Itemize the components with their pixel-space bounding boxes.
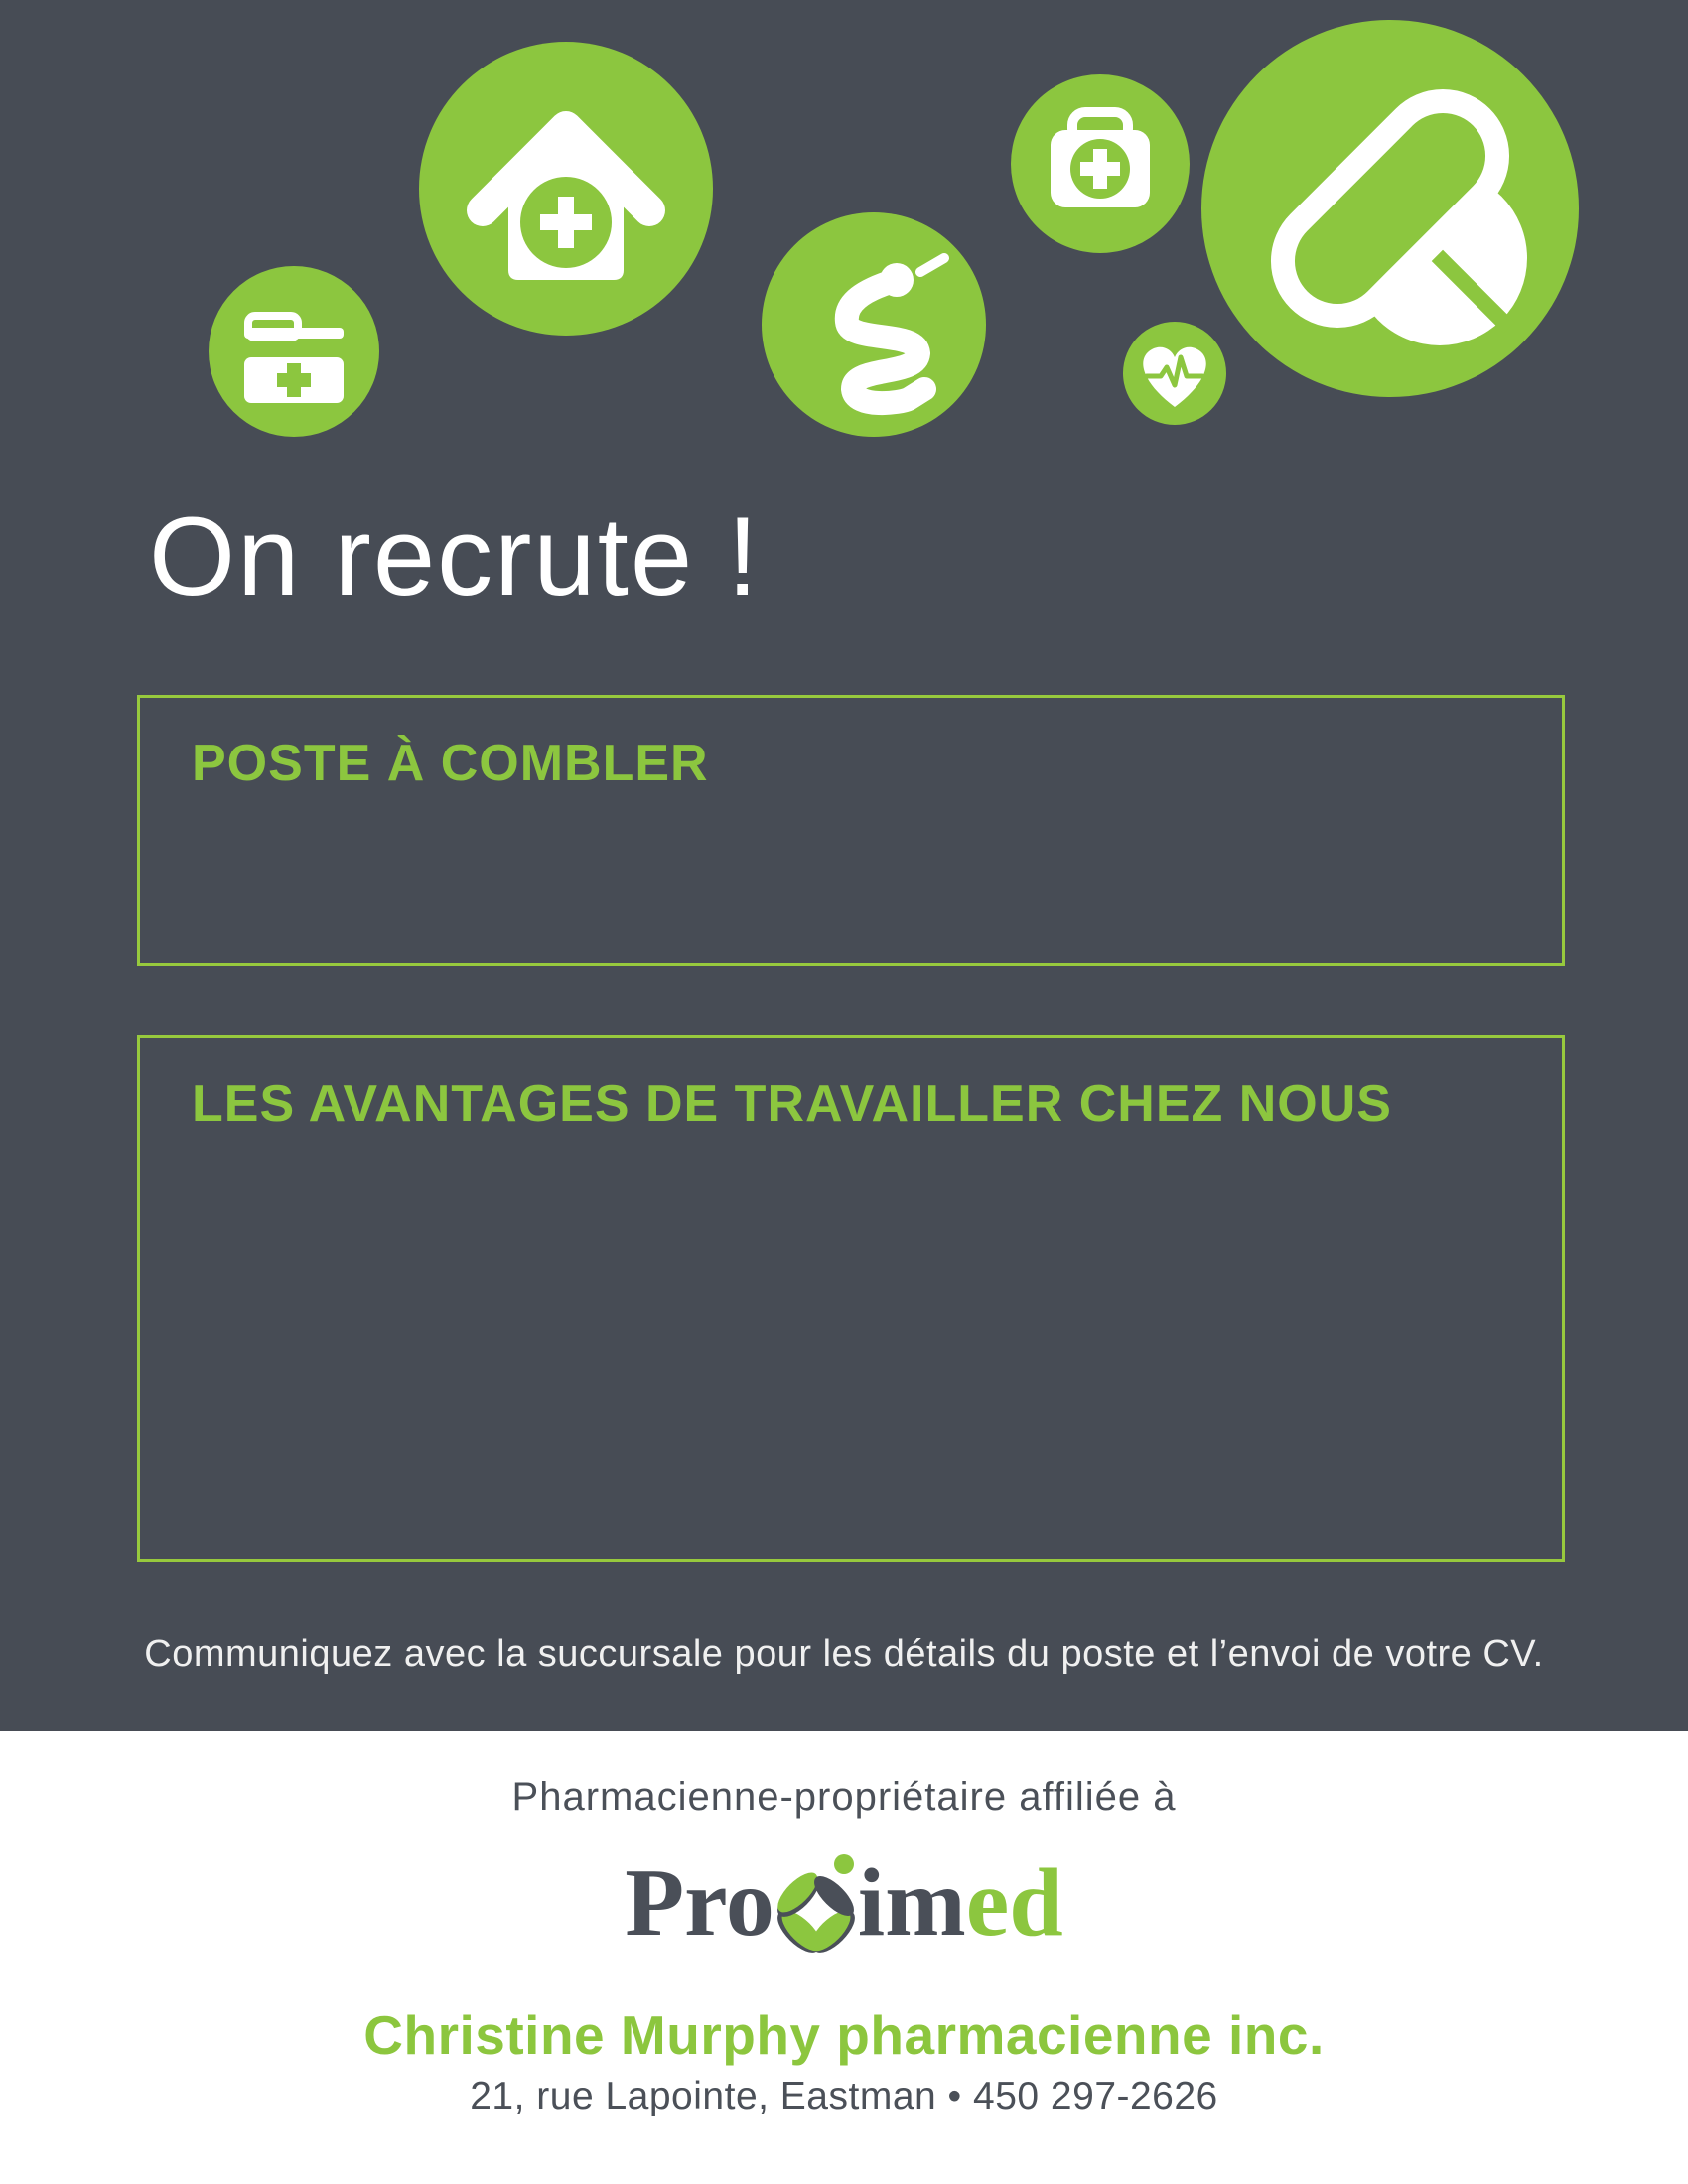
affiliation-text: Pharmacienne-propriétaire affiliée à [511, 1775, 1177, 1819]
first-aid-kit-icon [1011, 74, 1190, 253]
poste-a-combler-box [137, 695, 1565, 966]
page-title: On recrute ! [149, 494, 761, 618]
logo-text-im: im [857, 1849, 966, 1957]
logo-text-pro: Pro [625, 1849, 774, 1957]
house-medical-icon [419, 42, 713, 336]
pill-capsule-circle [1201, 20, 1579, 397]
logo-leaf-x-icon [771, 1846, 862, 1972]
contact-note: Communiquez avec la succursale pour les détails du poste et l’envoi de votre CV. [144, 1633, 1544, 1675]
first-aid-kit-circle [1011, 74, 1190, 253]
folder-plus-circle [209, 266, 379, 437]
house-medical-circle [419, 42, 713, 336]
folder-plus-icon [209, 266, 379, 437]
snake-asclepius-circle [762, 212, 986, 437]
snake-asclepius-icon [762, 212, 986, 437]
owner-name: Christine Murphy pharmacienne inc. [363, 2004, 1325, 2066]
logo-text-ed: ed [965, 1849, 1063, 1957]
avantages-box [137, 1035, 1565, 1562]
pill-capsule-icon [1201, 20, 1579, 397]
poste-a-combler-heading: POSTE À COMBLER [192, 735, 709, 792]
proximed-logo [0, 1839, 1688, 1968]
avantages-heading: LES AVANTAGES DE TRAVAILLER CHEZ NOUS [192, 1075, 1392, 1133]
address-line: 21, rue Lapointe, Eastman • 450 297-2626 [470, 2075, 1218, 2117]
